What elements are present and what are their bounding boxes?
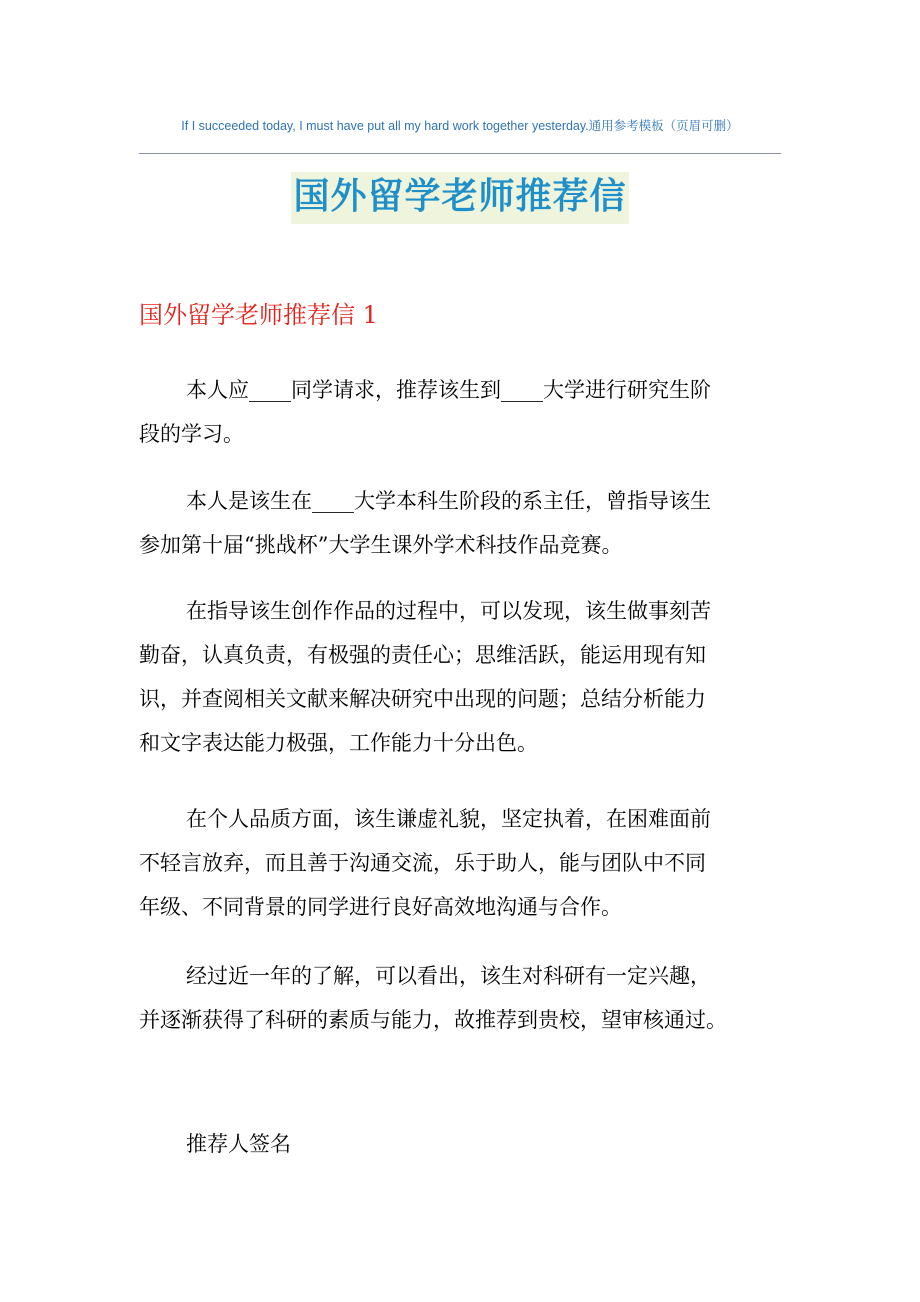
paragraph-line: 参加第十届“挑战杯”大学生课外学术科技作品竞赛。 [139,533,623,557]
paragraph-line: 和文字表达能力极强，工作能力十分出色。 [139,731,538,755]
paragraph-line: 在个人品质方面，该生谦虚礼貌，坚定执着，在困难面前 [186,807,711,831]
paragraph-line: 本人是该生在____大学本科生阶段的系主任，曾指导该生 [186,489,711,513]
header-divider [139,153,781,154]
paragraph-5 [139,954,789,1042]
document-title: 国外留学老师推荐信 [291,172,628,224]
paragraph-3 [139,589,789,765]
paragraph-line: 本人应____同学请求，推荐该生到____大学进行研究生阶 [186,378,711,402]
signature-label: 推荐人签名 [186,1132,291,1156]
paragraph-4 [139,797,789,929]
paragraph-line: 经过近一年的了解，可以看出，该生对科研有一定兴趣， [186,964,711,988]
paragraph-2 [139,479,789,567]
paragraph-line: 年级、不同背景的同学进行良好高效地沟通与合作。 [139,895,622,919]
paragraph-line: 识，并查阅相关文献来解决研究中出现的问题；总结分析能力 [139,687,706,711]
paragraph-line: 不轻言放弃，而且善于沟通交流，乐于助人，能与团队中不同 [139,851,706,875]
header-tagline: If I succeeded today, I must have put all my hard work together yesterday.通用参考模板（页眉可删） [181,119,739,133]
title-container [0,172,920,224]
paragraph-line: 段的学习。 [139,422,244,446]
paragraph-1 [139,368,789,456]
paragraph-line: 在指导该生创作作品的过程中，可以发现，该生做事刻苦 [186,599,711,623]
paragraph-line: 勤奋，认真负责，有极强的责任心；思维活跃，能运用现有知 [139,643,706,667]
paragraph-line: 并逐渐获得了科研的素质与能力，故推荐到贵校，望审核通过。 [139,1008,727,1032]
section-heading: 国外留学老师推荐信 1 [139,301,378,329]
